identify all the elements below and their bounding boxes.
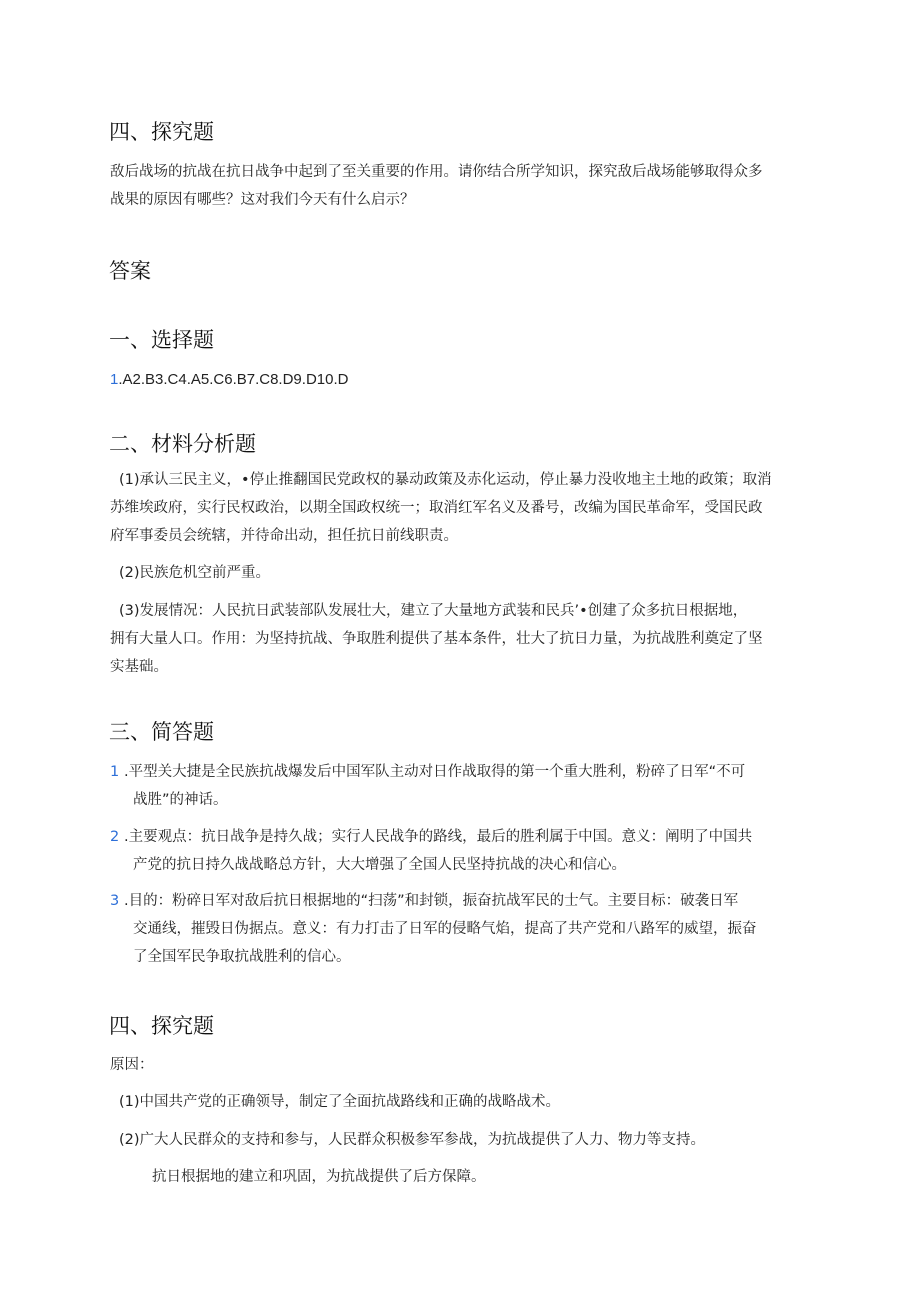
choice-answer-text: .A2.B3.C4.A5.C6.B7.C8.D9.D10.D xyxy=(118,371,349,388)
material-answer-line: (2)民族危机空前严重。 xyxy=(119,565,271,581)
reason-line: (1)中国共产党的正确领导，制定了全面抗战路线和正确的战略战术。 xyxy=(119,1094,561,1110)
section-heading-inquiry-answer: 四、探究题 xyxy=(109,1014,214,1038)
item-number: 3 xyxy=(110,893,120,909)
section-heading-material: 二、材料分析题 xyxy=(109,432,256,456)
item-label: (3) xyxy=(119,603,140,619)
item-label: (1) xyxy=(119,472,140,488)
section-heading-inquiry: 四、探究题 xyxy=(109,120,214,144)
answer-heading: 答案 xyxy=(109,259,151,283)
short-answer-line: 1 .平型关大捷是全民族抗战爆发后中国军队主动对日作战取得的第一个重大胜利，粉碎了日军“不可 xyxy=(110,758,745,787)
material-answer-line: 苏维埃政府，实行民权政治，以期全国政权统一；取消红军名义及番号，改编为国民革命军，受国民政 xyxy=(110,500,763,516)
reason-line: 抗日根据地的建立和巩固，为抗战提供了后方保障。 xyxy=(152,1169,486,1185)
item-number: 2 xyxy=(110,829,120,845)
short-answer-line: 交通线，摧毁日伪据点。意义：有力打击了日军的侵略气焰，提高了共产党和八路军的威望，振奋 xyxy=(133,921,757,937)
question-line: 战果的原因有哪些？这对我们今天有什么启示？ xyxy=(110,192,415,208)
item-label: (2) xyxy=(119,1132,140,1148)
choice-answers xyxy=(110,366,348,395)
short-answer-line: 3 .目的：粉碎日军对敌后抗日根据地的“扫荡”和封锁，振奋抗战军民的士气。主要目标：破袭日军 xyxy=(110,887,738,916)
material-answer-line: (3)发展情况：人民抗日武装部队发展壮大，建立了大量地方武装和民兵’•创建了众多抗日根据地， xyxy=(119,603,748,619)
section-heading-short-answer: 三、简答题 xyxy=(109,720,214,744)
material-answer-line: 拥有大量人口。作用：为坚持抗战、争取胜利提供了基本条件，壮大了抗日力量，为抗战胜利奠定了坚 xyxy=(110,631,763,647)
section-heading-choice: 一、选择题 xyxy=(109,328,214,352)
item-number: 1 xyxy=(110,764,120,780)
material-answer-line: (1)承认三民主义，•停止推翻国民党政权的暴动政策及赤化运动，停止暴力没收地主土地的政策；取消 xyxy=(119,472,772,488)
material-answer-line: 实基础。 xyxy=(110,659,168,675)
short-answer-line: 产党的抗日持久战战略总方针，大大增强了全国人民坚持抗战的决心和信心。 xyxy=(133,857,626,873)
answer-number: 1 xyxy=(110,371,119,388)
question-line: 敌后战场的抗战在抗日战争中起到了至关重要的作用。请你结合所学知识，探究敌后战场能够取得众多 xyxy=(110,164,763,180)
item-label: (1) xyxy=(119,1094,140,1110)
item-label: (2) xyxy=(119,565,140,581)
short-answer-line: 2 .主要观点：抗日战争是持久战；实行人民战争的路线，最后的胜利属于中国。意义：阐明了中国共 xyxy=(110,823,752,852)
reason-intro: 原因： xyxy=(110,1057,154,1073)
material-answer-line: 府军事委员会统辖，并待命出动，担任抗日前线职责。 xyxy=(110,528,458,544)
short-answer-line: 战胜”的神话。 xyxy=(133,792,228,808)
reason-line: (2)广大人民群众的支持和参与，人民群众积极参军参战，为抗战提供了人力、物力等支持。 xyxy=(119,1132,706,1148)
short-answer-line: 了全国军民争取抗战胜利的信心。 xyxy=(133,949,351,965)
